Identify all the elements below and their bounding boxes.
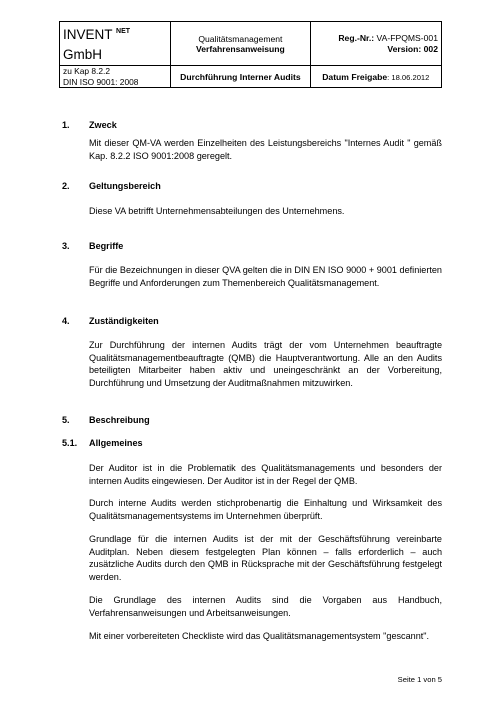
doc-category (171, 22, 310, 66)
section-title: Zuständigkeiten (89, 316, 159, 326)
reg-label: Reg.-Nr.: (338, 33, 375, 43)
section-text: Zur Durchführung der internen Audits trägt der vom Unternehmen beauftragte Qualitätsmanagementbeauftragte (QMB) die Hauptverantwortung. Alle an den Audits beteiligten Mitarbeiter haben aktiv und uneingeschränkt an der Vorbereitung, Durchführung und Umsetzung der Auditmaßnahmen mitzuwirken. (89, 340, 442, 388)
section-number: 4. (62, 316, 70, 326)
body-paragraph: Die Grundlage des internen Audits sind die Vorgaben aus Handbuch, Verfahrensanweisungen und Arbeitsanweisungen. (89, 595, 442, 618)
section-text: Mit dieser QM-VA werden Einzelheiten des Leistungsbereichs "Internes Audit " gemäß Kap. 8.2.2 ISO 9001:2008 geregelt. (89, 138, 442, 161)
subsection-title: Allgemeines (89, 438, 143, 448)
section-text: Für die Bezeichnungen in dieser QVA gelten die in DIN EN ISO 9000 + 9001 definierten Begriffe und Anforderungen zum Themenbereich Qualitätsmanagement. (89, 265, 442, 288)
version-label: Version: (387, 43, 422, 54)
section-title: Beschreibung (89, 415, 150, 425)
version-value: 002 (421, 43, 438, 54)
page-number: Seite 1 von 5 (397, 675, 442, 684)
standard-reference: zu Kap 8.2.2 DIN ISO 9001: 2008 (60, 66, 171, 88)
release-date: Datum Freigabe: 18.06.2012 (310, 66, 441, 88)
section-title: Zweck (89, 120, 117, 130)
section-number: 2. (62, 181, 70, 191)
body-paragraph: Durch interne Audits werden stichprobenartig die Einhaltung und Wirksamkeit des Qualitätsmanagementsystems im Unternehmen überprüft. (89, 498, 442, 521)
body-paragraph: Der Auditor ist in die Problematik des Qualitätsmanagements und besonders der internen Audits eingewiesen. Der Auditor ist in der Regel der QMB. (89, 463, 442, 486)
reg-value: VA-FPQMS-001 (374, 33, 438, 43)
body-paragraph: Mit einer vorbereiteten Checkliste wird das Qualitätsmanagementsystem "gescannt". (89, 631, 430, 641)
doc-title: Durchführung Interner Audits (171, 66, 310, 88)
section-number: 3. (62, 241, 70, 251)
body-paragraph: Grundlage für die internen Audits ist der mit der Geschäftsführung vereinbarte Auditplan. Neben diesem festgelegten Plan können – falls erforderlich – auch zusätzliche Audits durch den QMB in Rücksprache mit der Geschäftsführung festgelegt werden. (89, 534, 442, 582)
registration-info (310, 22, 441, 66)
section-number: 1. (62, 120, 70, 130)
company-name: INVENT $^{NET}$ GmbH (60, 22, 171, 66)
section-number: 5. (62, 415, 70, 425)
subsection-number: 5.1. (62, 438, 78, 448)
section-title: Begriffe (89, 241, 124, 251)
qm-title: Qualitätsmanagement (198, 33, 283, 44)
section-title: Geltungsbereich (89, 181, 161, 191)
document-header-table (59, 21, 442, 88)
section-text: Diese VA betrifft Unternehmensabteilungen des Unternehmens. (89, 206, 345, 216)
doc-kind: Verfahrensanweisung (195, 43, 285, 54)
